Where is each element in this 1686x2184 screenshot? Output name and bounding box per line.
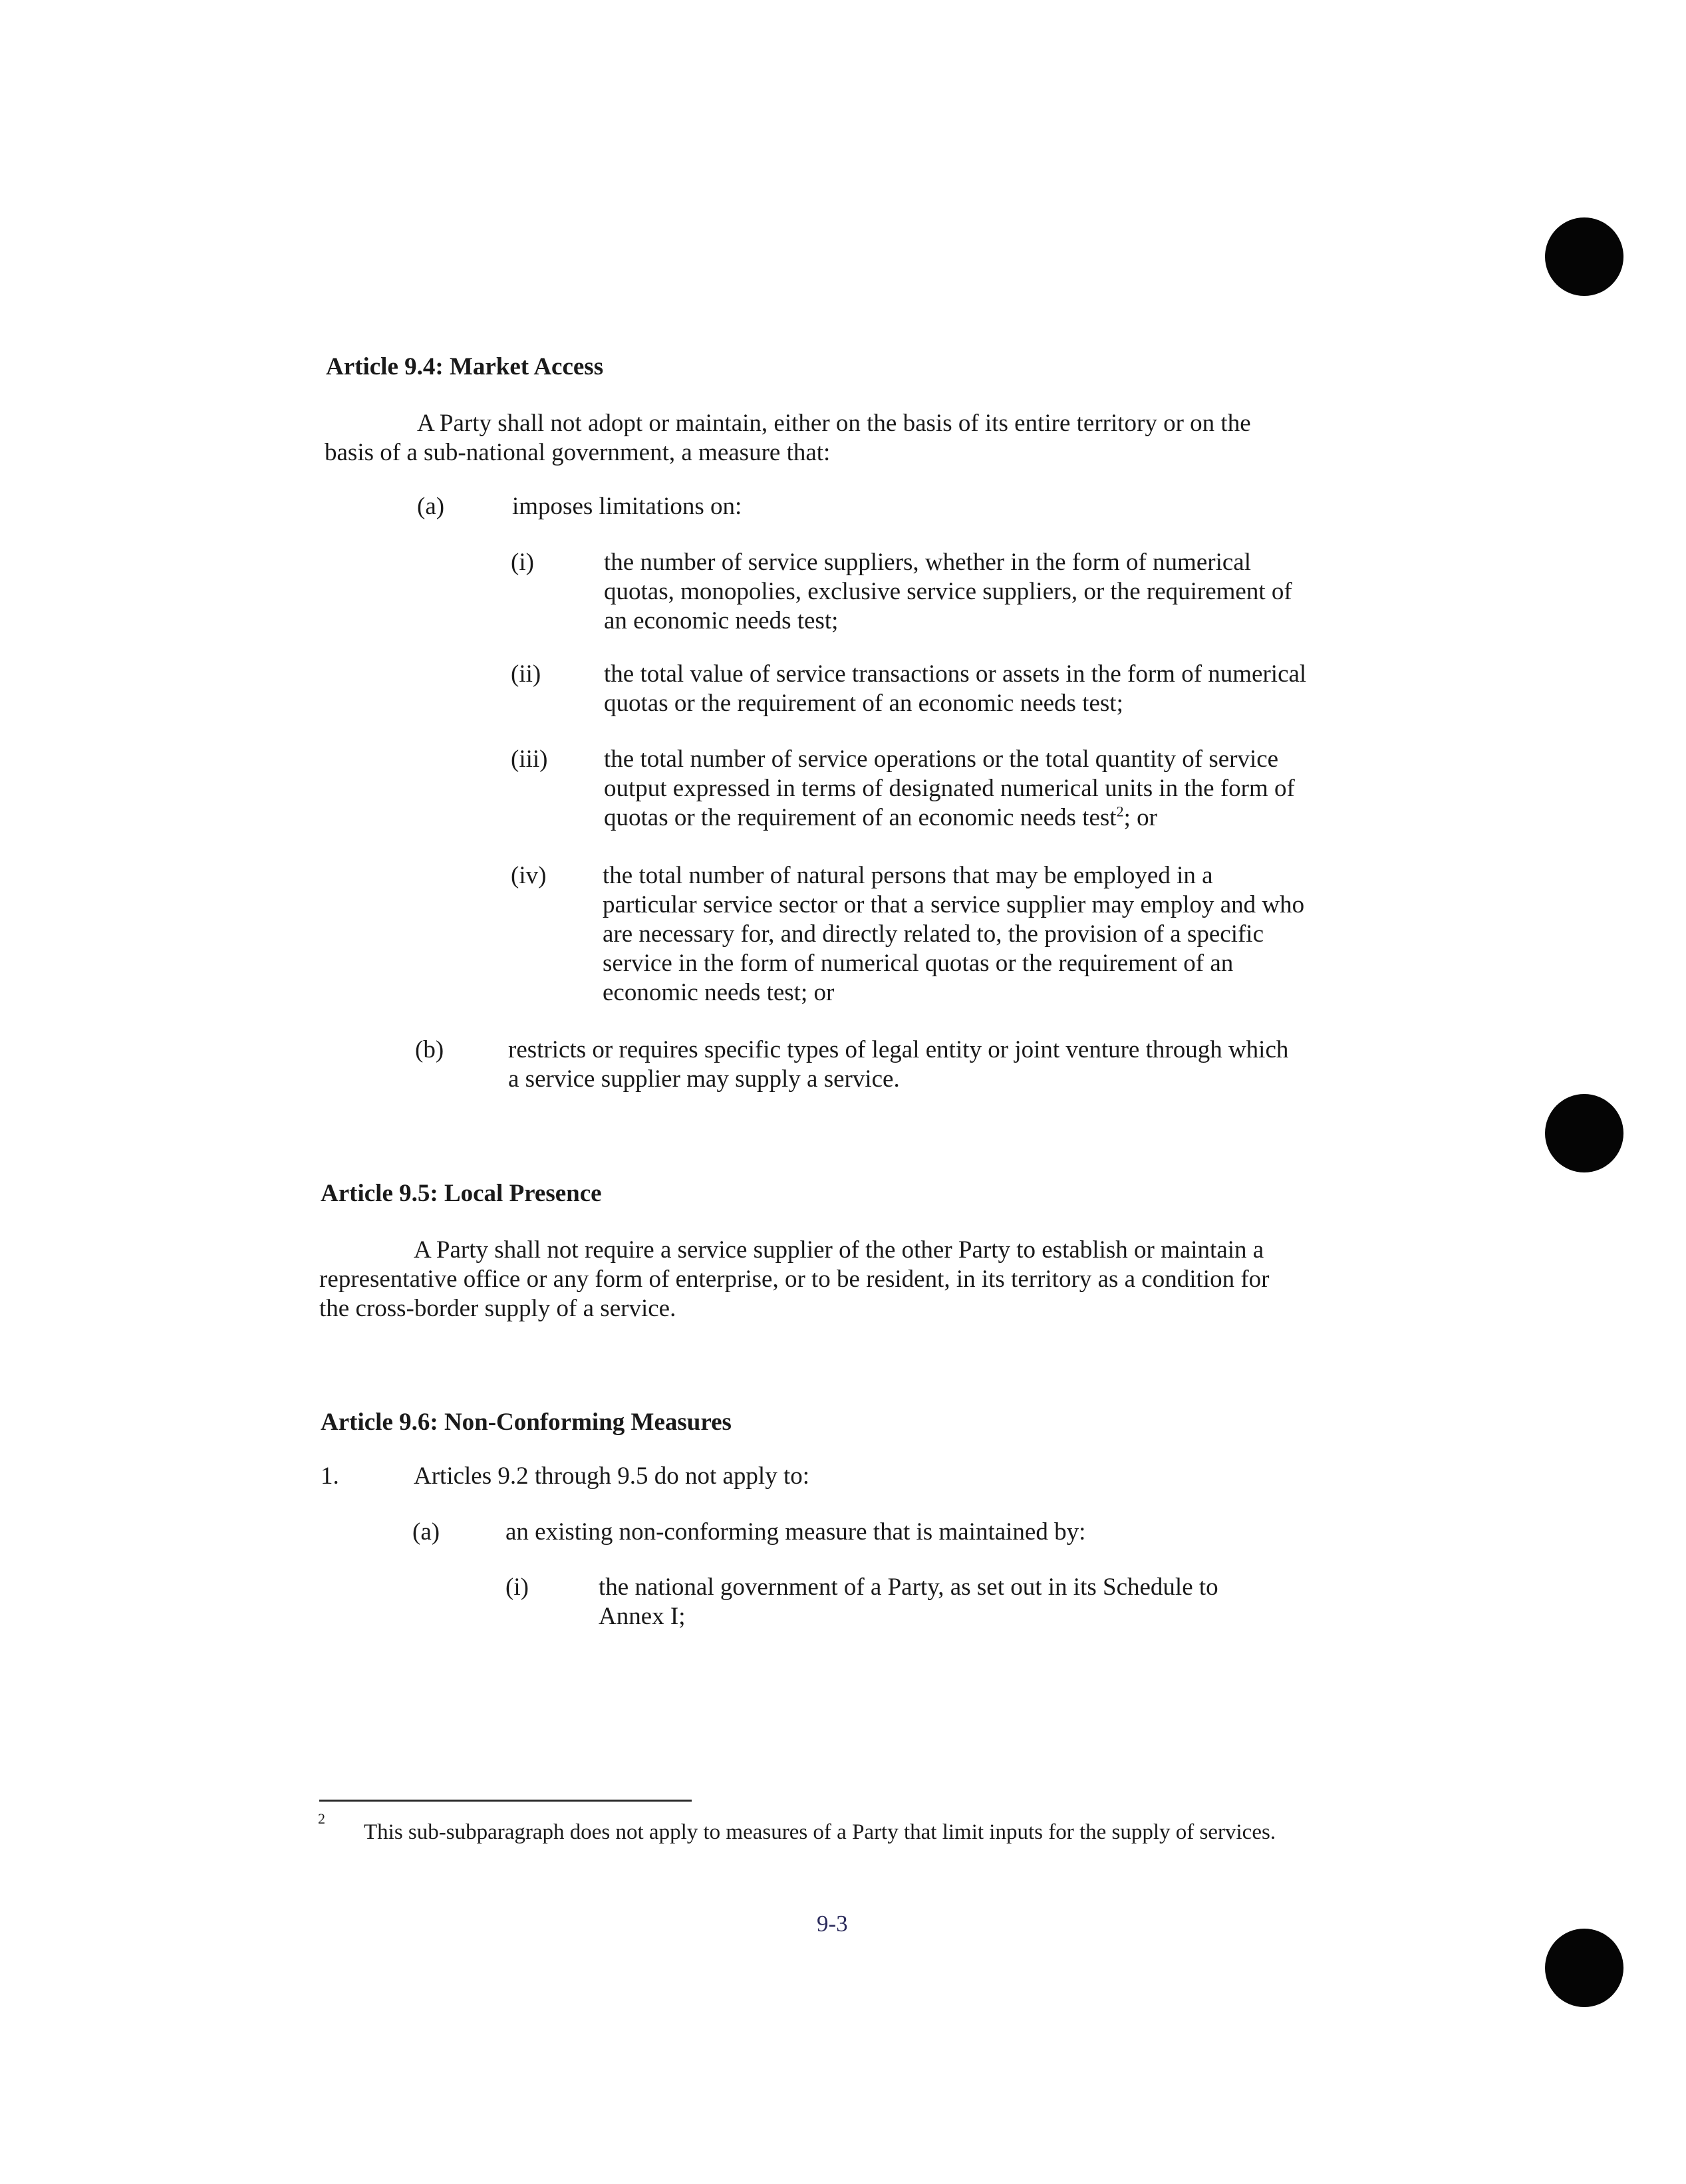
- article-9-6-a-label: (a): [412, 1518, 440, 1546]
- article-9-4-intro-line-2: basis of a sub-national government, a measure that:: [325, 439, 831, 466]
- article-9-4-iii-line-3: [604, 803, 1157, 833]
- article-9-4-ii-line-2: quotas or the requirement of an economic needs test;: [604, 690, 1123, 717]
- article-9-4-iv-line-1: the total number of natural persons that may be employed in a: [603, 862, 1213, 889]
- article-9-4-iii-line-3-end: ; or: [1123, 804, 1157, 831]
- article-9-4-i-line-1: the number of service suppliers, whether in the form of numerical: [604, 549, 1251, 576]
- page-number: 9-3: [817, 1911, 848, 1937]
- article-9-4-intro-line-1: A Party shall not adopt or maintain, either on the basis of its entire territory or on the: [417, 410, 1251, 437]
- article-9-6-i-label: (i): [505, 1573, 529, 1601]
- article-9-5-line-3: the cross-border supply of a service.: [319, 1295, 676, 1322]
- article-9-4-iv-line-4: service in the form of numerical quotas or the requirement of an: [603, 950, 1234, 977]
- article-9-6-p1-text: Articles 9.2 through 9.5 do not apply to:: [414, 1462, 810, 1490]
- footnote-reference-2[interactable]: 2: [1116, 803, 1124, 820]
- article-9-4-b-label: (b): [415, 1036, 444, 1063]
- article-9-4-iv-line-2: particular service sector or that a service supplier may employ and who: [603, 891, 1305, 918]
- footnote-text: This sub-subparagraph does not apply to measures of a Party that limit inputs for the supply of services.: [364, 1820, 1276, 1844]
- article-9-6-heading: Article 9.6: Non-Conforming Measures: [321, 1409, 732, 1436]
- article-9-4-iii-line-1: the total number of service operations or the total quantity of service: [604, 746, 1279, 773]
- article-9-4-i-line-3: an economic needs test;: [604, 607, 839, 634]
- article-9-4-iii-line-2: output expressed in terms of designated numerical units in the form of: [604, 775, 1295, 802]
- punch-hole-bottom: [1545, 1929, 1623, 2007]
- article-9-4-iv-line-3: are necessary for, and directly related to, the provision of a specific: [603, 920, 1264, 948]
- article-9-4-ii-line-1: the total value of service transactions or assets in the form of numerical: [604, 660, 1307, 688]
- article-9-4-heading: Article 9.4: Market Access: [326, 353, 604, 380]
- article-9-4-i-label: (i): [511, 549, 534, 576]
- article-9-6-p1-label: 1.: [321, 1462, 339, 1490]
- article-9-4-iii-line-3-text: quotas or the requirement of an economic needs test: [604, 804, 1117, 831]
- article-9-6-a-text: an existing non-conforming measure that is maintained by:: [505, 1518, 1086, 1546]
- article-9-5-heading: Article 9.5: Local Presence: [321, 1180, 602, 1207]
- article-9-4-a-label: (a): [417, 493, 445, 520]
- article-9-4-iv-line-5: economic needs test; or: [603, 979, 835, 1006]
- article-9-6-i-line-1: the national government of a Party, as set out in its Schedule to: [599, 1573, 1218, 1601]
- article-9-4-b-line-2: a service supplier may supply a service.: [508, 1065, 900, 1093]
- article-9-4-iii-label: (iii): [511, 746, 548, 773]
- punch-hole-middle: [1545, 1094, 1623, 1172]
- footnote-mark: 2: [318, 1810, 325, 1827]
- article-9-4-a-text: imposes limitations on:: [512, 493, 742, 520]
- article-9-5-line-1: A Party shall not require a service supplier of the other Party to establish or maintain a: [414, 1236, 1264, 1264]
- article-9-4-ii-label: (ii): [511, 660, 541, 688]
- punch-hole-top: [1545, 217, 1623, 296]
- article-9-4-iv-label: (iv): [511, 862, 547, 889]
- article-9-4-b-line-1: restricts or requires specific types of legal entity or joint venture through which: [508, 1036, 1289, 1063]
- article-9-6-i-line-2: Annex I;: [599, 1603, 686, 1630]
- article-9-5-line-2: representative office or any form of enterprise, or to be resident, in its territory as a condition for: [319, 1266, 1270, 1293]
- article-9-4-i-line-2: quotas, monopolies, exclusive service suppliers, or the requirement of: [604, 578, 1292, 605]
- footnote-separator: [319, 1800, 692, 1802]
